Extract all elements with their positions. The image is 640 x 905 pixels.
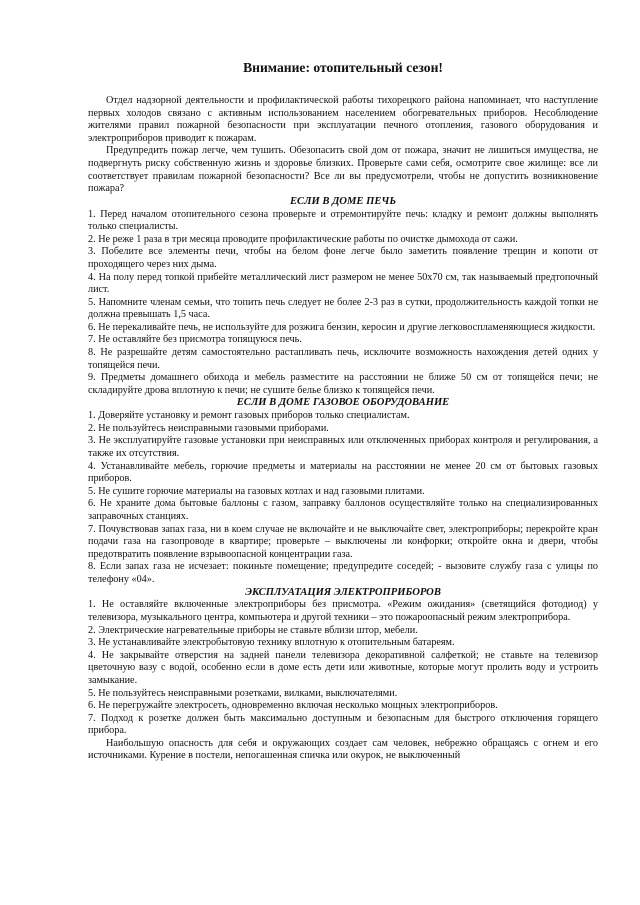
intro-paragraph: Отдел надзорной деятельности и профилактической работы тихорецкого района напоминает, что наступление первых холодов связано с активным использованием населением обогревательных приборов. Несоблюдение жителями правил пожарной безопасности при эксплуатации печного отопления, газового оборудования и электроприборов приводит к пожарам. <box>88 95 598 144</box>
list-item: 3. Побелите все элементы печи, чтобы на белом фоне легче было заметить появление трещин и копоти от проходящего через них дыма. <box>88 246 598 270</box>
list-item: 2. Не пользуйтесь неисправными газовыми приборами. <box>88 422 329 434</box>
list-item: 5. Не сушите горючие материалы на газовых котлах и над газовыми плитами. <box>88 485 425 497</box>
list-item: 9. Предметы домашнего обихода и мебель разместите на расстоянии не ближе 50 см от топящейся печи; не складируйте дрова вплотную к печи; не сушите белье близко к топящейся печи. <box>88 372 598 396</box>
list-item: 6. Не храните дома бытовые баллоны с газом, заправку баллонов осуществляйте только на специализированных заправочных станциях. <box>88 498 598 522</box>
list-item: 5. Напомните членам семьи, что топить печь следует не более 2-3 раз в сутки, продолжительность каждой топки не должна превышать 1,5 часа. <box>88 296 598 321</box>
list-item: 2. Не реже 1 раза в три месяца проводите профилактические работы по очистке дымохода от сажи. <box>88 233 518 245</box>
document-page <box>88 60 598 763</box>
list-item: 4. Устанавливайте мебель, горючие предметы и материалы на расстоянии не менее 20 см от бытовых газовых приборов. <box>88 460 598 485</box>
list-item: 6. Не перегружайте электросеть, одновременно включая несколько мощных электроприборов. <box>88 700 498 712</box>
list-item: 3. Не эксплуатируйте газовые установки при неисправных или отключенных приборах контроля и регулирования, а также их отсутствия. <box>88 435 598 460</box>
list-item: 4. Не закрывайте отверстия на задней панели телевизора декоративной салфеткой; не ставьте на телевизор цветочную вазу с водой, особенно если в доме есть дети или животные, которые могут пролить воду и устроить замыкание. <box>88 649 598 686</box>
list-item: 4. На полу перед топкой прибейте металлический лист размером не менее 50х70 см, так называемый предтопочный лист. <box>88 271 598 296</box>
list-item: 5. Не пользуйтесь неисправными розетками, вилками, выключателями. <box>88 687 398 699</box>
list-item: 1. Доверяйте установку и ремонт газовых приборов только специалистам. <box>88 410 410 422</box>
page-title: Внимание: отопительный сезон! <box>243 60 443 75</box>
list-item: 1. Перед началом отопительного сезона проверьте и отремонтируйте печь: кладку и ремонт должны выполнять только специалисты. <box>88 208 598 233</box>
list-item: 8. Не разрешайте детям самостоятельно растапливать печь, исключите возможность нахождения детей одних у топящейся печи. <box>88 347 598 371</box>
list-item: 1. Не оставляйте включенные электроприборы без присмотра. «Режим ожидания» (светящийся фотодиод) у телевизора, музыкального центра, компьютера и другой техники – это пожароопасный режим электроприбора. <box>88 599 598 623</box>
list-item: 7. Почувствовав запах газа, ни в коем случае не включайте и не выключайте свет, электроприборы; перекройте кран подачи газа на газопроводе в квартире; проверьте – выключены ли конфорки; откройте окна и двери, чтобы предотвратить появление взрывоопасной концентрации газа. <box>88 523 598 560</box>
list-item: 8. Если запах газа не исчезает: покиньте помещение; предупредите соседей; - вызовите службу газа с улицы по телефону «04». <box>88 561 598 585</box>
closing-paragraph: Наибольшую опасность для себя и окружающих создает сам человек, небрежно обращаясь с огнем и его источниками. Курение в постели, непогашенная спичка или окурок, не выключенный <box>88 737 598 762</box>
list-item: 2. Электрические нагревательные приборы не ставьте вблизи штор, мебели. <box>88 624 418 636</box>
section-heading-stove: ЕСЛИ В ДОМЕ ПЕЧЬ <box>289 195 397 207</box>
section-heading-electric: ЭКСПЛУАТАЦИЯ ЭЛЕКТРОПРИБОРОВ <box>245 586 441 598</box>
list-item: 3. Не устанавливайте электробытовую технику вплотную к отопительным батареям. <box>88 637 455 649</box>
intro-paragraph: Предупредить пожар легче, чем тушить. Обезопасить свой дом от пожара, значит не лишиться имущества, не подвергнуть риску собственную жизнь и здоровье близких. Проверьте сами себя, осмотрите свое жилище: все ли соответствует правилам пожарной безопасности? Все ли вы предусмотрели, чтобы не допустить возникновение пожара? <box>88 145 598 195</box>
list-item: 7. Не оставляйте без присмотра топящуюся печь. <box>88 334 302 346</box>
list-item: 6. Не перекаливайте печь, не используйте для розжига бензин, керосин и другие легковоспламеняющиеся жидкости. <box>88 321 596 333</box>
list-item: 7. Подход к розетке должен быть максимально доступным и безопасным для быстрого отключения горящего прибора. <box>88 712 598 737</box>
section-heading-gas: ЕСЛИ В ДОМЕ ГАЗОВОЕ ОБОРУДОВАНИЕ <box>236 397 450 409</box>
